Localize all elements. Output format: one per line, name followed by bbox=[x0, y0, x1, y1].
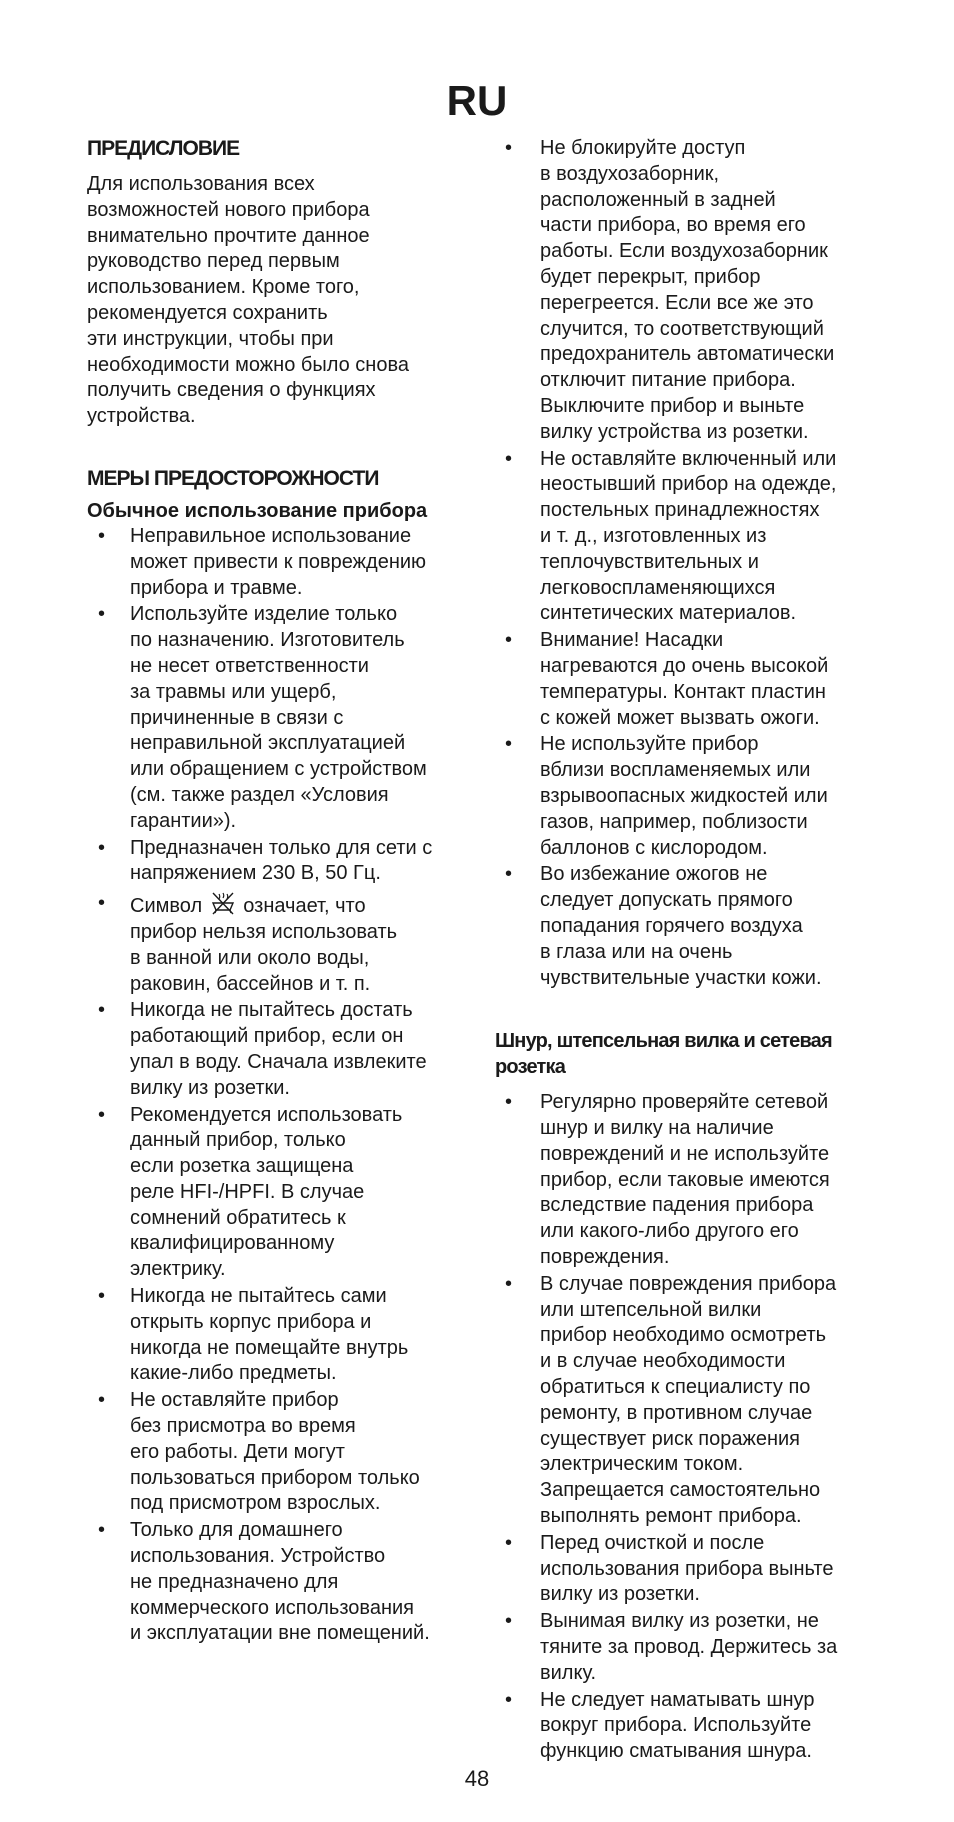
precautions-title: МЕРЫ ПРЕДОСТОРОЖНОСТИ bbox=[87, 466, 379, 490]
list-item: • Никогда не пытайтесь сами открыть корпус прибора и никогда не помещайте внутрь какие-либо предметы. bbox=[98, 1285, 409, 1385]
bullet: • bbox=[98, 1389, 106, 1412]
list-item: • Не следует наматывать шнур вокруг прибора. Используйте функцию сматывания шнура. bbox=[505, 1688, 815, 1763]
right-column bbox=[496, 136, 876, 1766]
bullet: • bbox=[505, 1091, 513, 1114]
foreword-text: Для использования всех возможностей нового прибора внимательно прочтите данное руководство перед первым использованием. Кроме того, рекомендуется сохранить эти инструкции, чтобы при необходимости можно было снова получить сведения о функциях устройства. bbox=[87, 173, 409, 428]
bullet: • bbox=[98, 603, 106, 626]
list-item: • Во избежание ожогов не следует допускать прямого попадания горячего воздуха в глаза или на очень чувствительные участки кожи. bbox=[505, 863, 822, 989]
language-heading: RU bbox=[446, 77, 508, 124]
bullet: • bbox=[505, 629, 513, 652]
list-item: • Не используйте прибор вблизи воспламеняемых или взрывоопасных жидкостей или газов, например, поблизости баллонов с кислородом. bbox=[505, 733, 828, 859]
bullet: • bbox=[505, 1272, 513, 1295]
list-item: • Предназначен только для сети с напряжением 230 В, 50 Гц. bbox=[98, 836, 433, 885]
list-item: • Внимание! Насадки нагреваются до очень высокой температуры. Контакт пластин с кожей может вызвать ожоги. bbox=[505, 629, 829, 729]
bullet: • bbox=[505, 733, 513, 756]
list-item: • Не блокируйте доступ в воздухозаборник, расположенный в задней части прибора, во время его работы. Если воздухозаборник будет перекрыт, прибор перегреется. Если все же это случится, то соответствующий предохранитель автоматически отключит питание прибора. Выключите прибор и выньте вилку устройства из розетки. bbox=[505, 137, 835, 443]
bullet: • bbox=[505, 1688, 513, 1711]
cord-section-title: Шнур, штепсельная вилка и сетевая розетка bbox=[495, 1030, 832, 1079]
bullet: • bbox=[505, 863, 513, 886]
bullet: • bbox=[505, 1610, 513, 1633]
precautions-list bbox=[87, 524, 467, 1647]
list-item: • Неправильное использование может привести к повреждению прибора и травме. bbox=[98, 524, 427, 599]
left-column bbox=[87, 136, 467, 1648]
list-item: • Регулярно проверяйте сетевой шнур и вилку на наличие повреждений и не используйте прибор, если таковые имеются вследствие падения прибора или какого-либо другого его повреждения. bbox=[505, 1091, 830, 1269]
cord-list bbox=[496, 1090, 876, 1765]
list-item: • Перед очисткой и после использования прибора выньте вилку из розетки. bbox=[505, 1531, 834, 1606]
list-item: • Используйте изделие только по назначению. Изготовитель не несет ответственности за травмы или ущерб, причиненные в связи с неправильной эксплуатацией или обращением с устройством (см. также раздел «Условия гарантии»). bbox=[98, 603, 427, 832]
bullet: • bbox=[505, 1531, 513, 1554]
list-item: • Символ означает, что прибор нельзя использовать в ванной или около воды, раковин, бассейнов и т. п. bbox=[98, 892, 398, 995]
bullet: • bbox=[505, 447, 513, 470]
list-item: • В случае повреждения прибора или штепсельной вилки прибор необходимо осмотреть и в случае необходимости обратиться к специалисту по ремонту, в противном случае существует риск поражения электрическим током. Запрещается самостоятельно выполнять ремонт прибора. bbox=[505, 1272, 837, 1528]
list-item: • Рекомендуется использовать данный прибор, только если розетка защищена реле HFI-/HPFI. В случае сомнений обратитесь к квалифицированному электрику. bbox=[98, 1103, 403, 1281]
bullet: • bbox=[98, 892, 106, 915]
page-number: 48 bbox=[464, 1766, 490, 1791]
list-item: • Вынимая вилку из розетки, не тяните за провод. Держитесь за вилку. bbox=[505, 1610, 838, 1684]
precautions-subtitle: Обычное использование прибора bbox=[87, 499, 428, 522]
bullet: • bbox=[98, 1103, 106, 1126]
list-item: • Не оставляйте включенный или неостывший прибор на одежде, постельных принадлежностях и т. д., изготовленных из теплочувствительных и легковоспламеняющихся синтетических материалов. bbox=[505, 447, 837, 625]
no-bath-water-icon bbox=[210, 891, 236, 915]
bullet: • bbox=[98, 524, 106, 547]
bullet: • bbox=[98, 1285, 106, 1308]
list-item: • Только для домашнего использования. Устройство не предназначено для коммерческого использования и эксплуатации вне помещений. bbox=[98, 1519, 430, 1645]
bullet: • bbox=[505, 137, 513, 159]
list-item: • Никогда не пытайтесь достать работающий прибор, если он упал в воду. Сначала извлеките вилку из розетки. bbox=[98, 999, 427, 1099]
list-item: • Не оставляйте прибор без присмотра во время его работы. Дети могут пользоваться прибором только под присмотром взрослых. bbox=[98, 1389, 420, 1515]
bullet: • bbox=[98, 1519, 106, 1542]
bullet: • bbox=[98, 836, 106, 859]
precautions-list-continued bbox=[496, 136, 876, 991]
bullet: • bbox=[98, 999, 106, 1022]
foreword-title: ПРЕДИСЛОВИЕ bbox=[87, 137, 240, 160]
